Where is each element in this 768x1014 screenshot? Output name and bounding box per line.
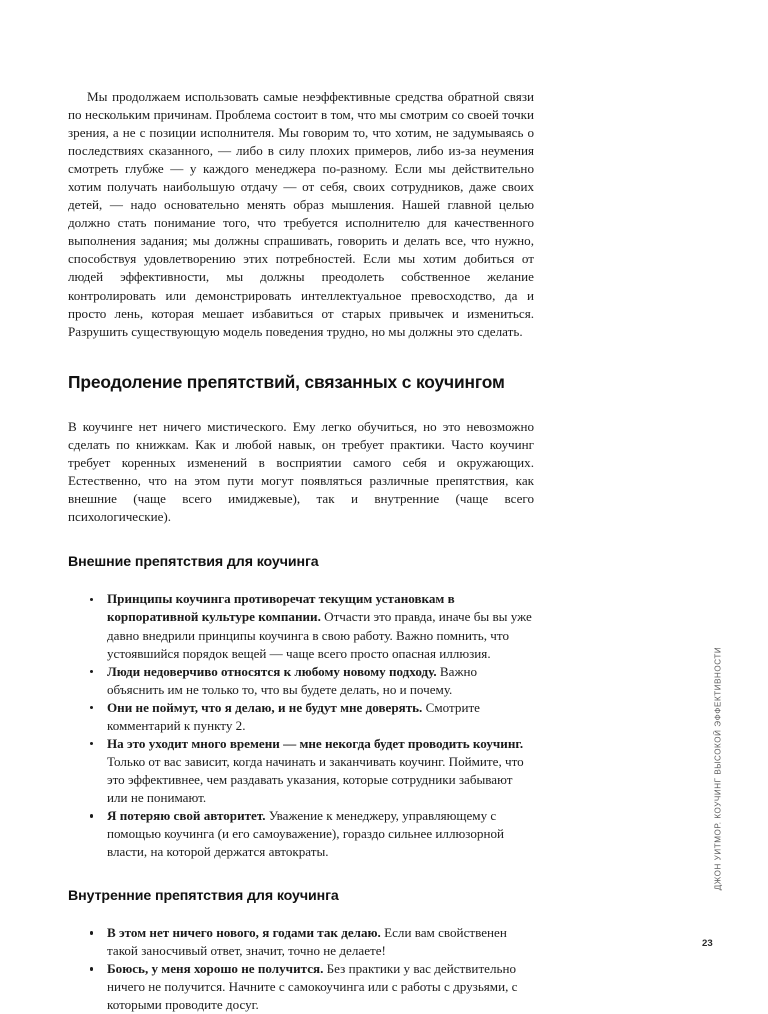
page-number: 23 xyxy=(702,938,713,949)
spacer xyxy=(68,526,534,553)
list-item-lead: В этом нет ничего нового, я годами так делаю. xyxy=(107,925,381,941)
bullet-dot-icon xyxy=(90,967,93,970)
list-item-lead: Они не поймут, что я делаю, и не будут мне доверять. xyxy=(107,699,423,715)
list-item-body: Если вам свойственен такой заносчивый ответ, значит, точно не делаете! xyxy=(107,925,507,959)
paragraph-coaching-intro: В коучинге нет ничего мистического. Ему легко обучиться, но это невозможно сделать по книжкам. Как и любой навык, он требует практики. Часто коучинг требует коренных изменений в восприятии самого себя и окружающих. Естественно, что на этом пути могут появляться различные препятствия, как внешние (чаще всего имиджевые), так и внутренние (чаще всего психологические). xyxy=(68,419,534,525)
list-internal-obstacles xyxy=(68,924,534,1014)
page-title: Преодоление препятствий, связанных с коучингом xyxy=(68,371,505,392)
list-item-lead: Принципы коучинга противоречат текущим установкам в корпоративной культуре компании. xyxy=(107,591,455,625)
list-item-body: Уважение к менеджеру, управляющему с помощью коучинга (и его самоуважение), гораздо сильнее иллюзорной власти, на которой держатся автократы. xyxy=(107,808,505,860)
bullet-dot-icon xyxy=(90,814,93,817)
running-head xyxy=(711,618,725,918)
list-item-body: Смотрите комментарий к пункту 2. xyxy=(107,699,480,733)
spacer xyxy=(68,393,534,418)
spacer xyxy=(68,861,534,887)
paragraph-intro: Мы продолжаем использовать самые неэффективные средства обратной связи по нескольким причинам. Проблема состоит в том, что мы смотрим со своей точки зрения, а не с позиции исполнителя. Мы говорим то, что хотим, не задумываясь о последствиях сказанного, — либо в силу плохих примеров, либо из-за неумения смотреть глубже — у каждого менеджера по-разному. Если мы действительно хотим получать наибольшую отдачу — от себя, своих сотрудников, даже своих детей, — надо основательно менять образ мышления. Нашей главной целью должно стать понимание того, что требуется исполнителю для качественного выполнения задания; мы должны спрашивать, говорить и делать все, что нужно, способствуя удовлетворению этих потребностей. Если мы хотим добиться от людей эффективности, мы должны преодолеть собственное желание контролировать или демонстрировать интеллектуальное превосходство, да и просто лень, которая мешает избавиться от старых привычек и измениться. Разрушить существующую модель поведения трудно, но мы должны это сделать. xyxy=(68,89,534,339)
list-item-body: Только от вас зависит, когда начинать и заканчивать коучинг. Поймите, что это эффективнее, чем раздавать указания, которые сотрудники забывают или не понимают. xyxy=(107,753,524,805)
spacer xyxy=(68,571,534,590)
list-item-body: Без практики у вас действительно ничего не получится. Начните с самокоучинга или с работы с друзьями, с которыми проводите досуг. xyxy=(107,961,518,1013)
bullet-dot-icon xyxy=(90,598,93,601)
bullet-dot-icon xyxy=(90,931,93,934)
list-item xyxy=(68,924,534,960)
subheading-external-obstacles: Внешние препятствия для коучинга xyxy=(68,554,319,571)
list-item xyxy=(68,590,534,662)
bullet-dot-icon xyxy=(90,742,93,745)
subheading-internal-obstacles: Внутренние препятствия для коучинга xyxy=(68,888,339,905)
list-item-lead: На это уходит много времени — мне некогда будет проводить коучинг. xyxy=(107,735,524,751)
running-head-label: ДЖОН УИТМОР. КОУЧИНГ ВЫСОКОЙ ЭФФЕКТИВНОСТИ xyxy=(713,646,723,890)
list-item xyxy=(68,807,534,861)
bullet-dot-icon xyxy=(90,670,93,673)
list-item-body: Важно объяснить им не только то, что вы будете делать, но и почему. xyxy=(107,663,478,697)
list-item-lead: Боюсь, у меня хорошо не получится. xyxy=(107,961,324,977)
spacer xyxy=(68,341,534,372)
list-item xyxy=(68,699,534,735)
list-item xyxy=(68,960,534,1014)
list-item-lead: Люди недоверчиво относятся к любому новому подходу. xyxy=(107,663,437,679)
list-item xyxy=(68,735,534,807)
spacer xyxy=(68,905,534,924)
list-item-lead: Я потеряю свой авторитет. xyxy=(107,808,266,823)
list-item xyxy=(68,663,534,699)
list-external-obstacles xyxy=(68,590,534,861)
text-column xyxy=(68,88,534,1014)
list-item-body: Отчасти это правда, иначе бы вы уже давно внедрили принципы коучинга в свою работу. Важно помнить, что устоявшийся порядок вещей — чаще всего просто опасная иллюзия. xyxy=(107,609,532,661)
bullet-dot-icon xyxy=(90,706,93,709)
